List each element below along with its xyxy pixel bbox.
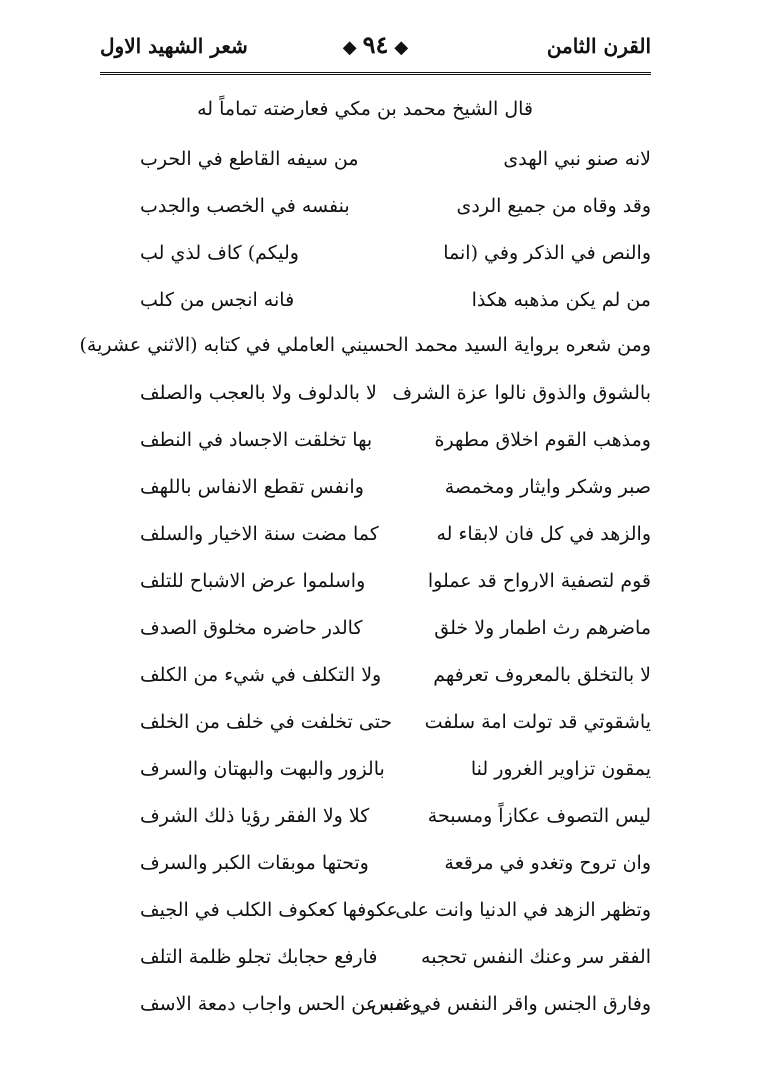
intro-line-2: ومن شعره برواية السيد محمد الحسيني العاملي في كتابه (الاثني عشرية): [79, 334, 651, 356]
verse-first-hemistich: بالشوق والذوق نالوا عزة الشرف: [392, 382, 651, 404]
header-chapter: القرن الثامن: [546, 34, 651, 58]
verse-second-hemistich: ولا التكلف في شيء من الكلف: [140, 664, 382, 686]
verse-first-hemistich: والنص في الذكر وفي (انما: [443, 242, 651, 264]
verse-second-hemistich: كما مضت سنة الاخيار والسلف: [140, 523, 379, 545]
verse-second-hemistich: فارفع حجابك تجلو ظلمة التلف: [140, 946, 378, 968]
verse-second-hemistich: عكوفها كعكوف الكلب في الجيف: [140, 899, 398, 921]
verse-row: [130, 664, 651, 698]
verse-row: [130, 852, 651, 886]
verse-row: [130, 382, 651, 416]
verse-first-hemistich: يمقون تزاوير الغرور لنا: [470, 758, 651, 780]
verse-row: [130, 195, 651, 229]
ornament-left-icon: ◆: [342, 37, 357, 58]
verse-row: [130, 289, 651, 323]
verse-row: [130, 523, 651, 557]
verse-first-hemistich: وان تروح وتغدو في مرقعة: [444, 852, 651, 874]
verse-row: [130, 570, 651, 604]
verse-row: [130, 711, 651, 745]
verse-second-hemistich: كلا ولا الفقر رؤيا ذلك الشرف: [140, 805, 370, 827]
verse-row: [130, 946, 651, 980]
verse-row: [130, 993, 651, 1027]
page-number: [337, 30, 414, 59]
verse-second-hemistich: وليكم) كاف لذي لب: [140, 242, 299, 264]
verse-first-hemistich: من لم يكن مذهبه هكذا: [471, 289, 651, 311]
verse-first-hemistich: وتظهر الزهد في الدنيا وانت على: [395, 899, 651, 921]
verse-first-hemistich: قوم لتصفية الارواح قد عملوا: [427, 570, 651, 592]
verse-first-hemistich: والزهد في كل فان لابقاء له: [436, 523, 651, 545]
verse-row: [130, 148, 651, 182]
header-book-title: شعر الشهيد الاول: [100, 34, 248, 58]
header-rule: [100, 72, 651, 75]
verse-first-hemistich: لا بالتخلق بالمعروف تعرفهم: [433, 664, 651, 686]
verse-row: [130, 758, 651, 792]
verse-second-hemistich: واسلموا عرض الاشباح للتلف: [140, 570, 366, 592]
verse-row: [130, 805, 651, 839]
verse-second-hemistich: وتحتها موبقات الكبر والسرف: [140, 852, 369, 874]
verse-second-hemistich: وانفس تقطع الانفاس باللهف: [140, 476, 364, 498]
verse-second-hemistich: بها تخلقت الاجساد في النطف: [140, 429, 373, 451]
intro-line-1: قال الشيخ محمد بن مكي فعارضته تماماً له: [197, 98, 533, 120]
verse-second-hemistich: لا بالدلوف ولا بالعجب والصلف: [140, 382, 377, 404]
verse-first-hemistich: ماضرهم رث اطمار ولا خلق: [434, 617, 651, 639]
verse-second-hemistich: كالدر حاضره مخلوق الصدف: [140, 617, 363, 639]
verse-first-hemistich: وقد وقاه من جميع الردى: [456, 195, 651, 217]
verse-second-hemistich: فانه انجس من كلب: [140, 289, 295, 311]
page-number-value: ٩٤: [362, 30, 389, 59]
verse-row: [130, 242, 651, 276]
verse-first-hemistich: صبر وشكر وايثار ومخمصة: [444, 476, 651, 498]
verse-first-hemistich: وفارق الجنس واقر النفس في نفس: [370, 993, 651, 1015]
verse-second-hemistich: وغب عن الحس واجاب دمعة الاسف: [140, 993, 421, 1015]
verse-row: [130, 617, 651, 651]
ornament-right-icon: ◆: [394, 37, 409, 58]
verse-second-hemistich: من سيفه القاطع في الحرب: [140, 148, 359, 170]
verse-first-hemistich: ومذهب القوم اخلاق مطهرة: [434, 429, 651, 451]
verse-row: [130, 429, 651, 463]
verse-second-hemistich: بنفسه في الخصب والجدب: [140, 195, 350, 217]
verse-row: [130, 899, 651, 933]
verse-first-hemistich: الفقر سر وعنك النفس تحجبه: [421, 946, 651, 968]
verse-second-hemistich: بالزور والبهت والبهتان والسرف: [140, 758, 385, 780]
verse-first-hemistich: ليس التصوف عكازاً ومسبحة: [427, 805, 651, 827]
page-header: [100, 30, 651, 66]
verse-first-hemistich: ياشقوتي قد تولت امة سلفت: [424, 711, 651, 733]
verse-first-hemistich: لانه صنو نبي الهدى: [503, 148, 651, 170]
verse-row: [130, 476, 651, 510]
verse-second-hemistich: حتى تخلفت في خلف من الخلف: [140, 711, 393, 733]
